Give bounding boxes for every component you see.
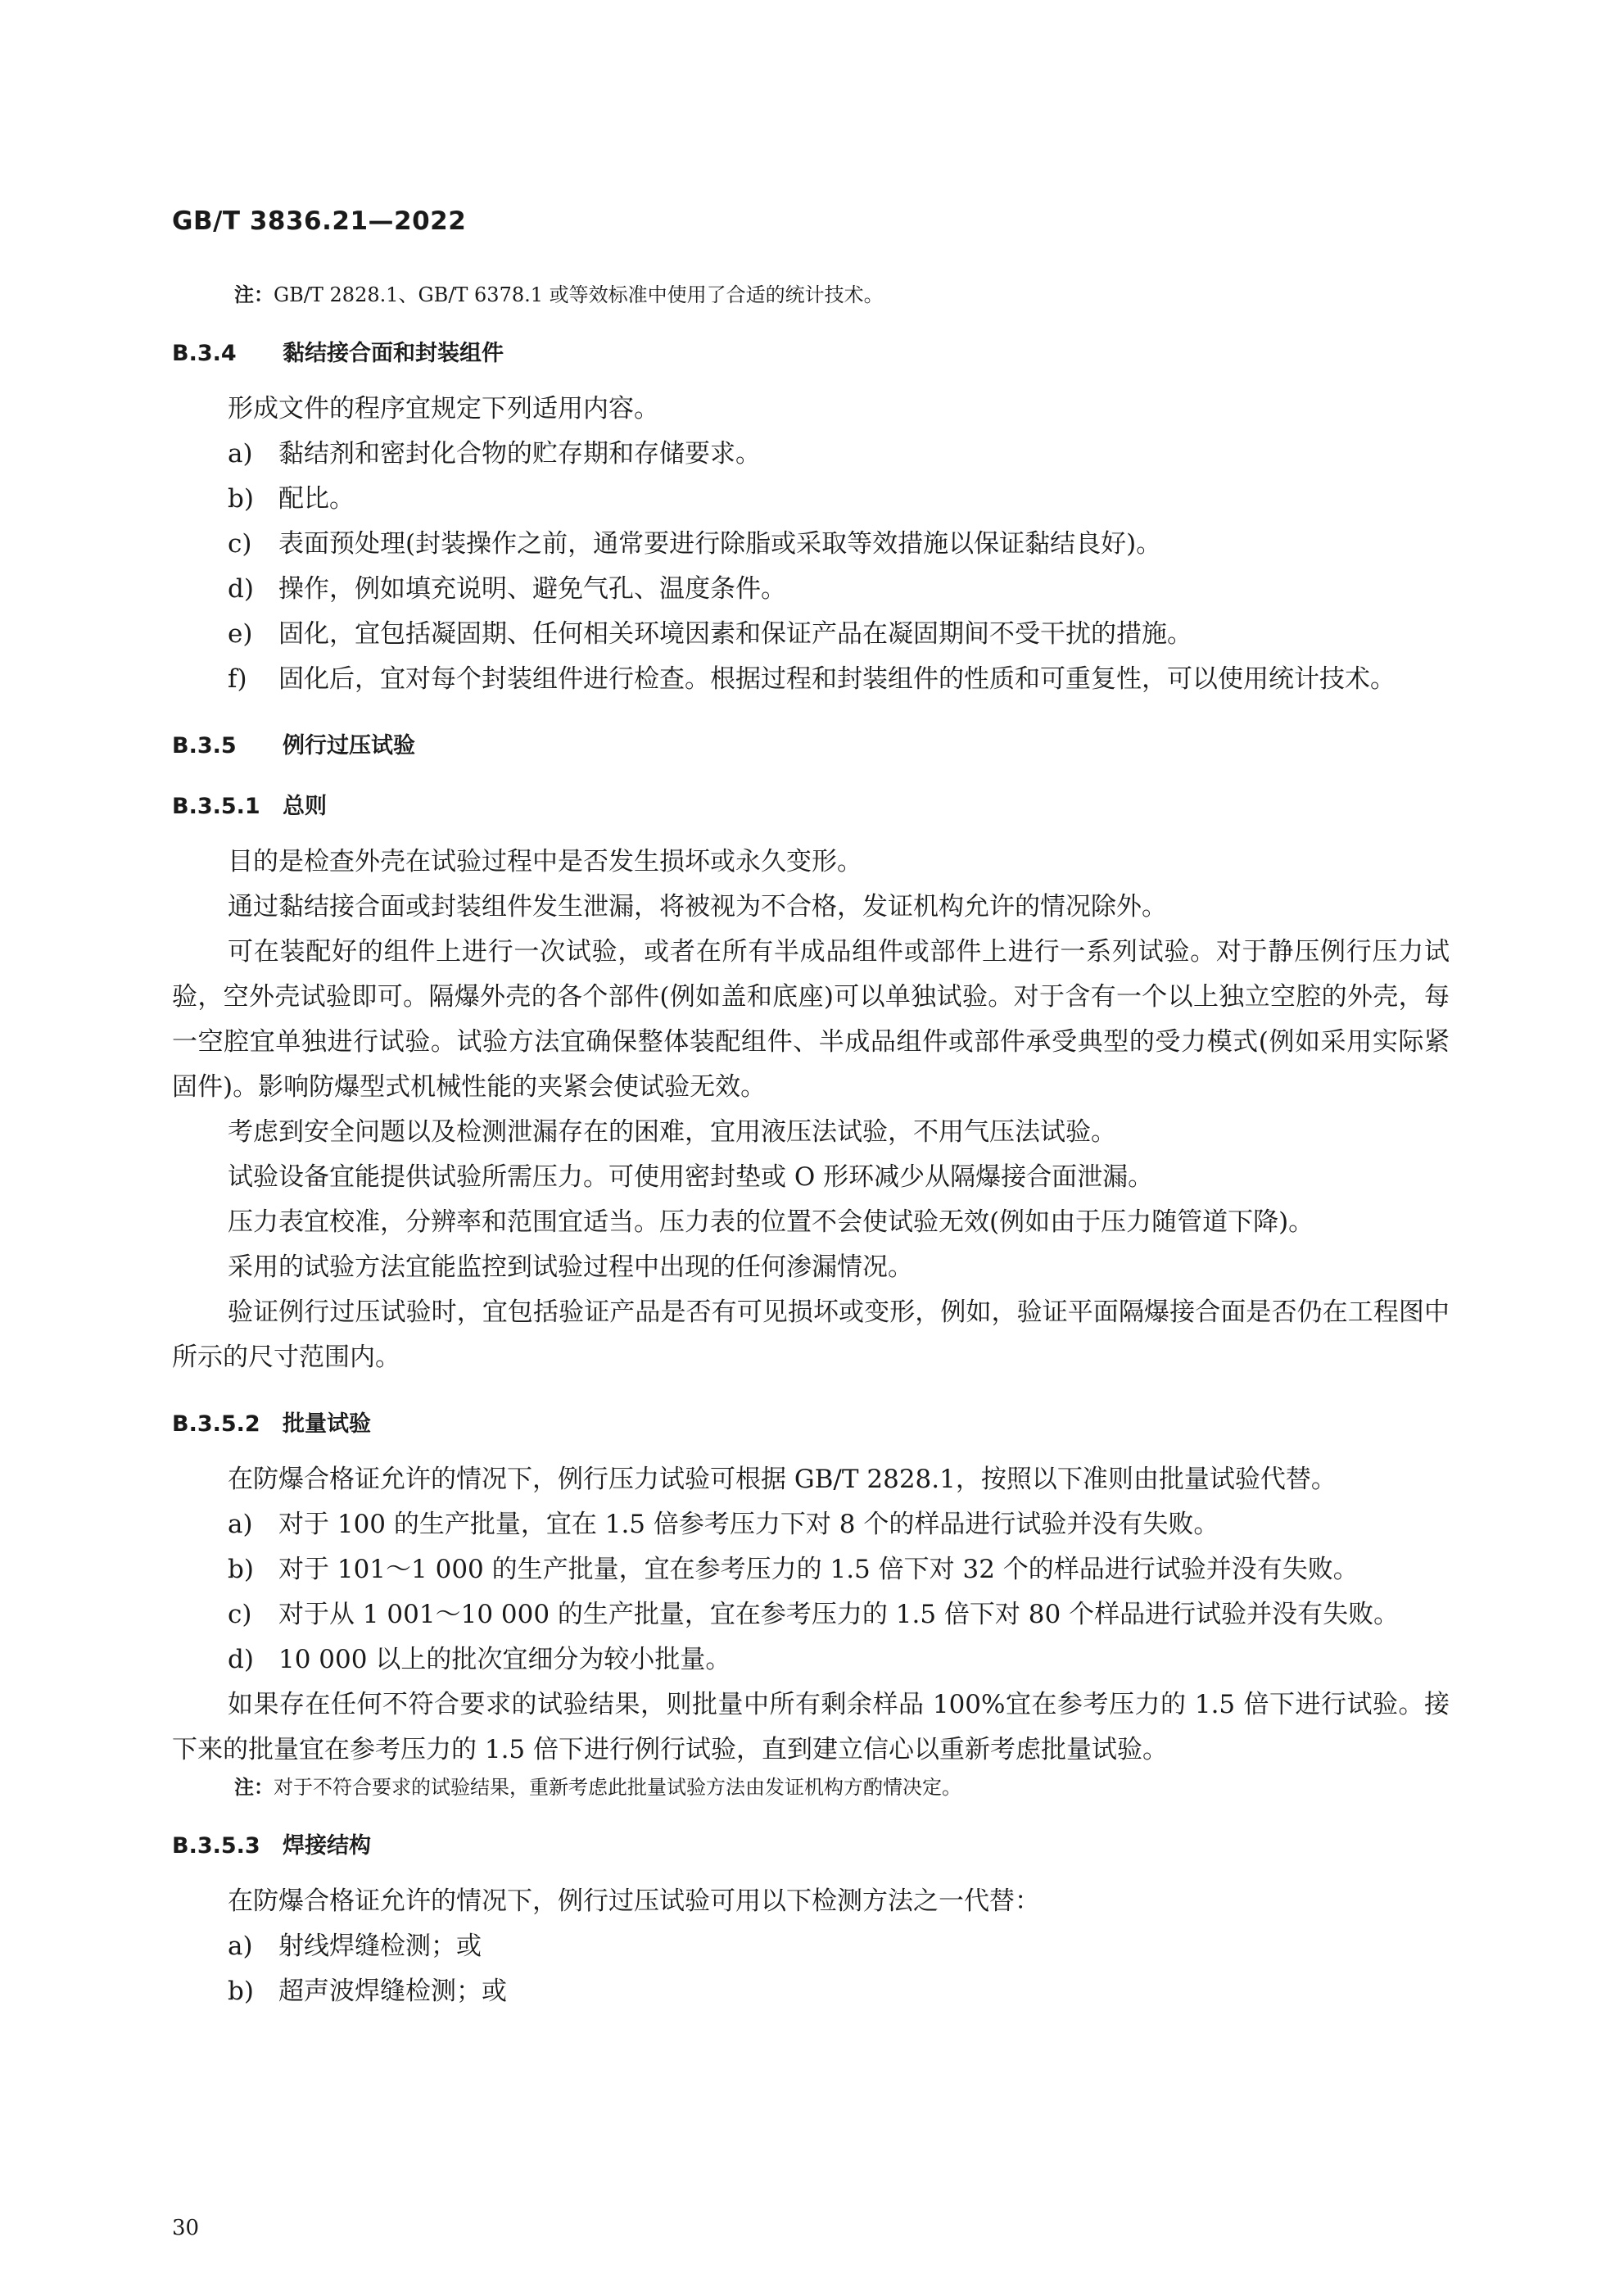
- list-item: d) 10 000 以上的批次宜细分为较小批量。: [228, 1645, 731, 1674]
- paragraph: 目的是检查外壳在试验过程中是否发生损坏或永久变形。: [228, 847, 862, 876]
- top-note: [172, 280, 1450, 310]
- b34-list: [172, 432, 1450, 702]
- list-item: c) 对于从 1 001～10 000 的生产批量，宜在参考压力的 1.5 倍下对 80 个样品进行试验并没有失败。: [228, 1600, 1400, 1629]
- b34-intro: 形成文件的程序宜规定下列适用内容。: [228, 394, 659, 423]
- list-item: f) 固化后，宜对每个封装组件进行检查。根据过程和封装组件的性质和可重复性，可以使用统计技术。: [228, 664, 1396, 694]
- paragraph: 压力表宜校准，分辨率和范围宜适当。压力表的位置不会使试验无效(例如由于压力随管道下降)。: [228, 1207, 1314, 1237]
- b353-list: [172, 1924, 1450, 2014]
- note-mark: 注：: [234, 1776, 274, 1799]
- section-b353-heading: B.3.5.3 焊接结构: [172, 1833, 371, 1859]
- standard-id: GB/T 3836.21—2022: [172, 206, 467, 236]
- list-item: d) 操作，例如填充说明、避免气孔、温度条件。: [228, 574, 786, 604]
- page-number: 30: [172, 2216, 200, 2240]
- page-content: [172, 280, 1450, 2014]
- list-item: c) 表面预处理(封装操作之前，通常要进行除脂或采取等效措施以保证黏结良好)。: [228, 529, 1162, 559]
- paragraph: 考虑到安全问题以及检测泄漏存在的困难，宜用液压法试验，不用气压法试验。: [228, 1117, 1116, 1147]
- section-b352-heading: B.3.5.2 批量试验: [172, 1411, 371, 1437]
- list-item: a) 黏结剂和密封化合物的贮存期和存储要求。: [228, 439, 761, 469]
- paragraph: 可在装配好的组件上进行一次试验，或者在所有半成品组件或部件上进行一系列试验。对于静压例行压力试验，空外壳试验即可。隔爆外壳的各个部件(例如盖和底座)可以单独试验。对于含有一个以上独立空腔的外壳，每一空腔宜单独进行试验。试验方法宜确保整体装配组件、半成品组件或部件承受典型的受力模式(例如采用实际紧固件)。影响防爆型式机械性能的夹紧会使试验无效。: [172, 937, 1450, 1102]
- list-item: b) 配比。: [228, 484, 355, 514]
- note-text: GB/T 2828.1、GB/T 6378.1 或等效标准中使用了合适的统计技术。: [274, 283, 884, 306]
- b352-intro: 在防爆合格证允许的情况下，例行压力试验可根据 GB/T 2828.1，按照以下准则由批量试验代替。: [228, 1465, 1337, 1494]
- paragraph: 试验设备宜能提供试验所需压力。可使用密封垫或 O 形环减少从隔爆接合面泄漏。: [228, 1162, 1154, 1192]
- section-b35-heading: B.3.5 例行过压试验: [172, 733, 415, 759]
- note-text: 对于不符合要求的试验结果，重新考虑此批量试验方法由发证机构方酌情决定。: [274, 1776, 961, 1799]
- b352-after: 如果存在任何不符合要求的试验结果，则批量中所有剩余样品 100%宜在参考压力的 1.5 倍下进行试验。接下来的批量宜在参考压力的 1.5 倍下进行例行试验，直到建立信心以重新考虑批量试验。: [172, 1690, 1450, 1764]
- note-mark: 注：: [234, 283, 274, 306]
- b352-note: [172, 1773, 1450, 1802]
- section-b34-heading: B.3.4 黏结接合面和封装组件: [172, 341, 504, 366]
- list-item: a) 对于 100 的生产批量，宜在 1.5 倍参考压力下对 8 个的样品进行试验并没有失败。: [228, 1510, 1219, 1539]
- list-item: b) 超声波焊缝检测；或: [228, 1977, 507, 2006]
- list-item: e) 固化，宜包括凝固期、任何相关环境因素和保证产品在凝固期间不受干扰的措施。: [228, 619, 1192, 649]
- paragraph: 通过黏结接合面或封装组件发生泄漏，将被视为不合格，发证机构允许的情况除外。: [228, 892, 1167, 922]
- b353-intro: 在防爆合格证允许的情况下，例行过压试验可用以下检测方法之一代替：: [228, 1886, 1040, 1916]
- list-item: a) 射线焊缝检测；或: [228, 1931, 482, 1961]
- paragraph: 验证例行过压试验时，宜包括验证产品是否有可见损坏或变形，例如，验证平面隔爆接合面是否仍在工程图中所示的尺寸范围内。: [172, 1297, 1450, 1372]
- paragraph: 采用的试验方法宜能监控到试验过程中出现的任何渗漏情况。: [228, 1252, 913, 1282]
- list-item: b) 对于 101～1 000 的生产批量，宜在参考压力的 1.5 倍下对 32 个的样品进行试验并没有失败。: [228, 1555, 1359, 1584]
- section-b351-heading: B.3.5.1 总则: [172, 794, 327, 819]
- b352-list: [172, 1502, 1450, 1682]
